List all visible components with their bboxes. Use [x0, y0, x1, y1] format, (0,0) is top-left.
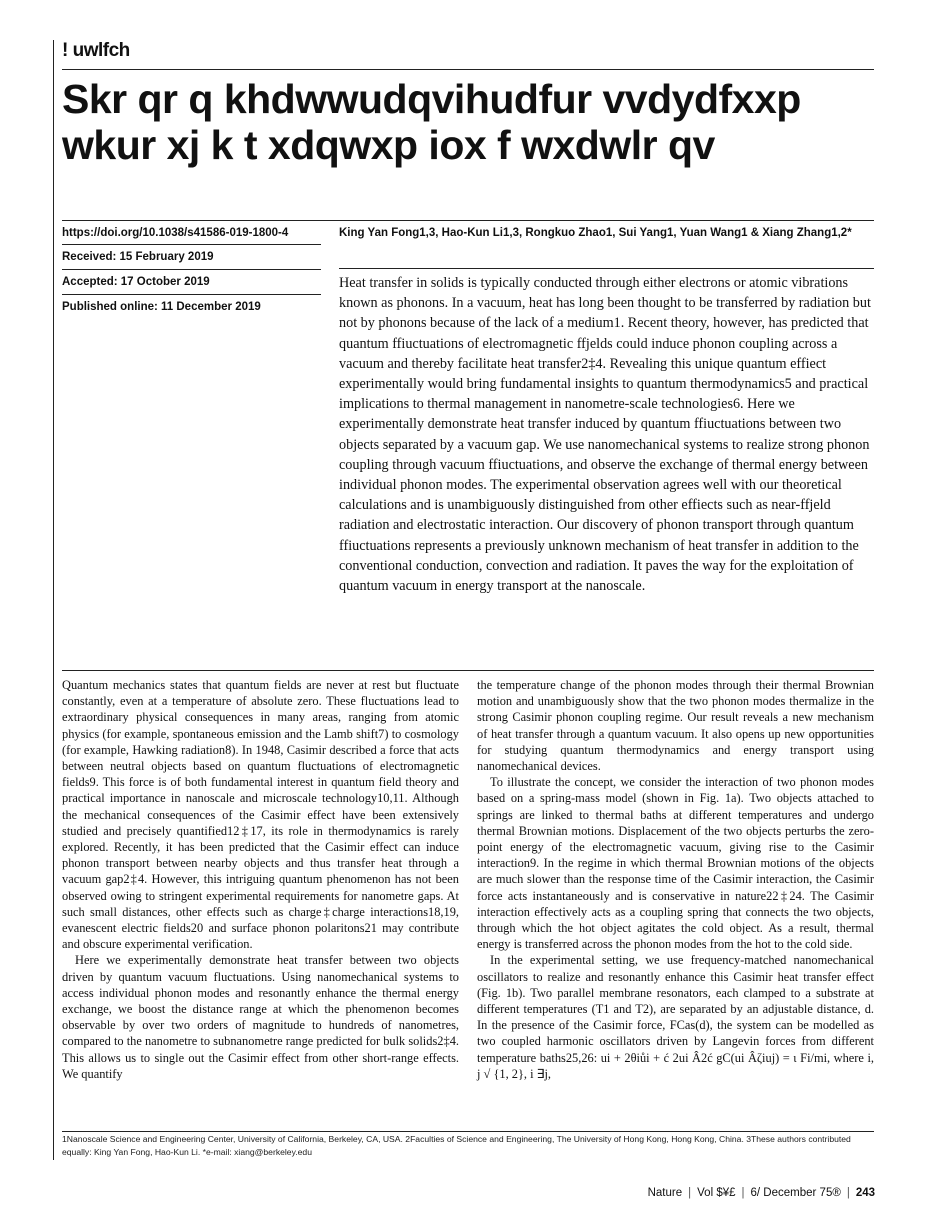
- page-footer: Nature | Vol $¥£ | 6/ December 75® | 243: [647, 1187, 875, 1199]
- article-title: [62, 76, 874, 168]
- meta-divider-top: [62, 220, 874, 221]
- received-date: Received: 15 February 2019: [62, 251, 214, 263]
- journal-name: Nature: [647, 1187, 683, 1199]
- published-date: Published online: 11 December 2019: [62, 301, 261, 313]
- abstract: Heat transfer in solids is typically conducted through either electrons or atomic vibrations known as phonons. In a vacuum, heat has long been thought to be transferred by radiation but not by phonons because of the lack of a medium1. Recent theory, however, has predicted that quantum ffiuctuations of electromagnetic ffjelds could induce phonon coupling across a vacuum and thereby facilitate heat transfer2‡4. Revealing this unique quantum effiect experimentally would bring fundamental insights to quantum thermodynamics5 and practical implications to thermal management in nanometre-scale technologies6. Here we experimentally demonstrate heat transfer induced by quantum ffiuctuations between two objects separated by a vacuum gap. We use nanomechanical systems to realize strong phonon coupling through vacuum ffiuctuations, and observe the exchange of thermal energy between individual phonon modes. The experimental observation agrees well with our theoretical calculations and is unambiguously distinguished from other effiects such as near-ffjeld radiation and electrostatic interaction. Our discovery of phonon transport through quantum ffiuctuations represents a previously unknown mechanism of heat transfer in addition to the conventional conduction, convection and radiation. It paves the way for the exploitation of quantum vacuum in energy transport at the nanoscale.: [339, 275, 871, 595]
- article-type-kicker: ! uwlfch: [62, 40, 130, 61]
- body-column-right: [477, 677, 874, 1082]
- body-paragraph: To illustrate the concept, we consider the interaction of two phonon modes based on a spring-mass model (shown in Fig. 1a). Two objects attached to springs are linked to thermal baths at different temperatures and undergo thermal Brownian motions. Displacement of the two objects perturbs the zero-point energy of the electromagnetic vacuum, giving rise to the Casimir interaction9. In the regime in which thermal Brownian motions of the objects are much slower than the response time of the Casimir interaction, the Casimir force acts instantaneously and is conservative in nature22‡24. The Casimir interaction effectively acts as a coupling spring that connects the two objects, through which the hot object agitates the cold object. As a result, thermal energy is transferred across the phonon modes from the hot to the cold side.: [477, 775, 874, 952]
- body-paragraph: In the experimental setting, we use frequency-matched nanomechanical oscillators to realize and resonantly enhance this Casimir heat transfer effect (Fig. 1b). Two parallel membrane resonators, each clamped to a substrate at different temperatures (T1 and T2), are separated by an adjustable distance, d. In the presence of the Casimir force, FCas(d), the system can be modelled as two coupled harmonic oscillators driven by Langevin forces from different temperature baths25,26: ui + 2θiůi + ć 2ui Â2ć gC(ui Âζiuj) = ι Fi/mi, where i, j √ {1, 2}, i ∃j,: [477, 953, 874, 1081]
- meta-divider: [62, 244, 321, 245]
- doi-link[interactable]: https://doi.org/10.1038/s41586-019-1800-4: [62, 227, 289, 239]
- footnote-divider: [62, 1131, 874, 1132]
- affiliations-footnote: 1Nanoscale Science and Engineering Center, University of California, Berkeley, CA, USA. 2Faculties of Science and Engineering, The University of Hong Kong, Hong Kong, China. 3These authors contributed equally: King Yan Fong, Hao-Kun Li. *e-mail: xiang@berkeley.edu: [62, 1134, 851, 1157]
- issue-date: 6/ December 75®: [750, 1187, 841, 1199]
- meta-divider: [62, 269, 321, 270]
- accepted-date: Accepted: 17 October 2019: [62, 276, 210, 288]
- left-margin-rule: [53, 40, 54, 1160]
- journal-volume: Vol $¥£: [697, 1187, 736, 1199]
- body-paragraph: Quantum mechanics states that quantum fields are never at rest but fluctuate constantly, even at a temperature of absolute zero. These fluctuations lead to extraordinary physical consequences in many areas, ranging from atomic physics (for example, spontaneous emission and the Lamb shift7) to cosmology (for example, Hawking radiation8). In 1948, Casimir described a force that acts between neutral objects based on quantum fluctuations of electromagnetic fields9. This force is of both fundamental interest in quantum field theory and practical importance in nanoscale and microscale technology10,11. Although the mechanical consequences of the Casimir effect have been extensively studied and precisely quantified12‡17, its role in thermodynamics is rarely explored. Recently, it has been predicted that the Casimir effect can induce phonon transport between nearby objects and thus transfer heat through a vacuum gap2‡4. However, this intriguing quantum phenomenon has not been observed owing to stringent experimental requirements for nanometre gaps. At such small distances, other effects such as charge‡charge interactions18,19, evanescent electric fields20 and surface phonon polaritons21 may contribute and obscure experimental verification.: [62, 678, 459, 952]
- body-column-left: [62, 677, 459, 1082]
- meta-divider: [62, 294, 321, 295]
- body-paragraph: the temperature change of the phonon modes through their thermal Brownian motion and unambiguously show that the two phonon modes thermalize in the strong Casimir phonon coupling regime. Our result reveals a new mechanism of heat transfer through a quantum vacuum. It also opens up new opportunities for studying quantum thermodynamics and energy transport using nanomechanical devices.: [477, 678, 874, 774]
- body-paragraph: Here we experimentally demonstrate heat transfer between two objects driven by quantum vacuum fluctuations. Using nanomechanical systems to access individual phonon modes and resonantly enhance the thermal energy exchange, we boost the distance range at which the phenomenon becomes observable by over two orders of magnitude to hundreds of nanometres, compared to the nanometre to subnanometre range predicted for bulk solids2‡4. This allows us to single out the Casimir effect from other short-range effects. We quantify: [62, 953, 459, 1081]
- article-title-line-2: wkur xj k t xdqwxp iox f wxdwlr qv: [62, 122, 715, 168]
- header-divider: [62, 69, 874, 70]
- page-number: 243: [855, 1187, 875, 1199]
- author-list: King Yan Fong1,3, Hao-Kun Li1,3, Rongkuo Zhao1, Sui Yang1, Yuan Wang1 & Xiang Zhang1,2*: [339, 227, 852, 239]
- article-title-line-1: Skr qr q khdwwudqvihudfur vvdydfxxp: [62, 76, 801, 122]
- body-divider: [62, 670, 874, 671]
- abstract-divider: [339, 268, 874, 269]
